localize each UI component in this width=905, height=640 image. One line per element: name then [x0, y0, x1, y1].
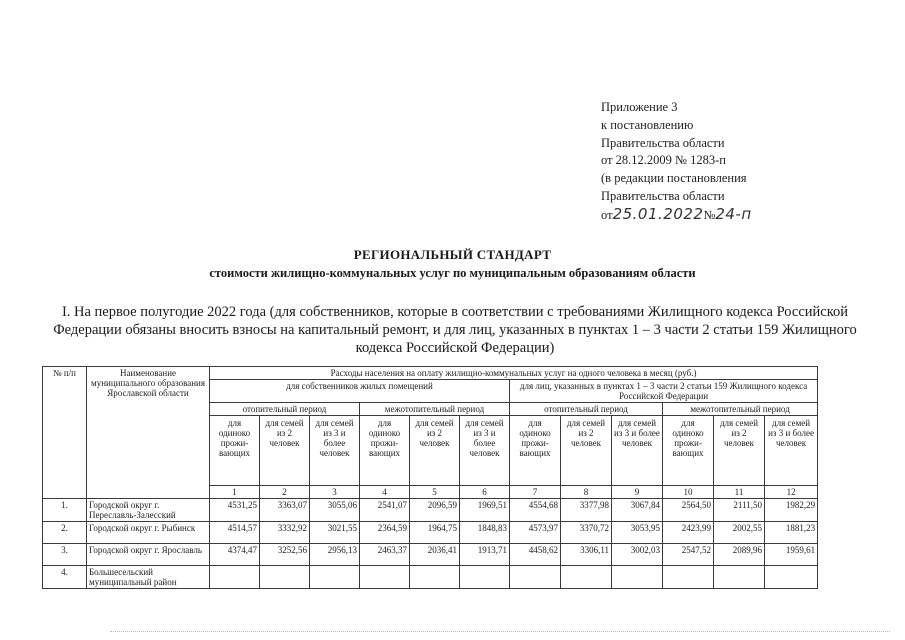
row-no: 4.: [43, 566, 87, 589]
appendix-block: [601, 99, 752, 225]
cell-value: [612, 566, 663, 589]
cell-value: 1913,71: [460, 544, 510, 566]
cell-value: 3306,11: [561, 544, 612, 566]
cell-value: [714, 566, 765, 589]
cell-value: 3021,55: [310, 522, 360, 544]
cell-value: [510, 566, 561, 589]
cell-value: 2423,99: [663, 522, 714, 544]
from-prefix: от: [601, 207, 613, 222]
header-sub-two: для семей из 2 человек: [260, 416, 310, 486]
header-sub-single: для одиноко прожи-вающих: [663, 416, 714, 486]
header-sub-three: для семей из 3 и более человек: [765, 416, 818, 486]
header-group-owners: для собственников жилых помещений: [210, 380, 510, 403]
header-no: № п/п: [43, 367, 87, 499]
cell-value: 3252,56: [260, 544, 310, 566]
cell-value: 1982,29: [765, 499, 818, 522]
row-name: Большесельский муниципальный район: [87, 566, 210, 589]
column-number: 12: [765, 486, 818, 499]
row-name: Городской округ г. Рыбинск: [87, 522, 210, 544]
cell-value: 2002,55: [714, 522, 765, 544]
column-number: 11: [714, 486, 765, 499]
row-name: Городской округ г. Ярославль: [87, 544, 210, 566]
cell-value: 3053,95: [612, 522, 663, 544]
cell-value: 2089,96: [714, 544, 765, 566]
cell-value: [260, 566, 310, 589]
cell-value: 2547,52: [663, 544, 714, 566]
column-number: 6: [460, 486, 510, 499]
column-number: 5: [410, 486, 460, 499]
cell-value: 1959,61: [765, 544, 818, 566]
row-name: Городской округ г. Переславль-Залесский: [87, 499, 210, 522]
row-no: 3.: [43, 544, 87, 566]
column-number: 10: [663, 486, 714, 499]
cell-value: 3377,98: [561, 499, 612, 522]
header-sub-three: для семей из 3 и более человек: [612, 416, 663, 486]
scan-edge-line: [110, 631, 890, 632]
appendix-line: Правительства области: [601, 188, 725, 203]
document-title: РЕГИОНАЛЬНЫЙ СТАНДАРТ: [353, 247, 552, 262]
number-sign: №: [703, 207, 716, 222]
appendix-line: к постановлению: [601, 117, 694, 132]
appendix-line: Правительства области: [601, 135, 725, 150]
header-group-persons: для лиц, указанных в пунктах 1 – 3 части 2 статьи 159 Жилищного кодекса Российской Федерации: [510, 380, 818, 403]
cell-value: [561, 566, 612, 589]
handwritten-date: 25.01.2022: [612, 204, 704, 223]
column-number: 1: [210, 486, 260, 499]
cell-value: [410, 566, 460, 589]
header-sub-two: для семей из 2 человек: [410, 416, 460, 486]
column-number: 2: [260, 486, 310, 499]
cell-value: [460, 566, 510, 589]
appendix-date-line: [601, 206, 752, 225]
cell-value: 1881,23: [765, 522, 818, 544]
column-number: 7: [510, 486, 561, 499]
cell-value: 4374,47: [210, 544, 260, 566]
cell-value: 1848,83: [460, 522, 510, 544]
header-sub-single: для одиноко прожи-вающих: [210, 416, 260, 486]
header-period-heating: отопительный период: [210, 403, 360, 416]
cell-value: [360, 566, 410, 589]
header-sub-single: для одиноко прожи-вающих: [360, 416, 410, 486]
cell-value: 3055,06: [310, 499, 360, 522]
header-sub-three: для семей из 3 и более человек: [310, 416, 360, 486]
cell-value: 1964,75: [410, 522, 460, 544]
handwritten-number: 24-п: [715, 204, 752, 223]
cell-value: 2564,50: [663, 499, 714, 522]
header-sub-single: для одиноко прожи-вающих: [510, 416, 561, 486]
cell-value: 3363,07: [260, 499, 310, 522]
header-period-nonheating: межотопительный период: [360, 403, 510, 416]
cell-value: 2364,59: [360, 522, 410, 544]
column-number: 9: [612, 486, 663, 499]
cell-value: [663, 566, 714, 589]
cell-value: 2541,07: [360, 499, 410, 522]
table-row: [43, 566, 818, 589]
column-number: 8: [561, 486, 612, 499]
table-row: [43, 544, 818, 566]
cell-value: 4573,97: [510, 522, 561, 544]
header-name: Наименование муниципального образования Ярославской области: [87, 367, 210, 499]
column-number: 3: [310, 486, 360, 499]
cell-value: [765, 566, 818, 589]
cell-value: 3067,84: [612, 499, 663, 522]
cell-value: 4554,68: [510, 499, 561, 522]
cell-value: [310, 566, 360, 589]
cell-value: 1969,51: [460, 499, 510, 522]
cell-value: 4458,62: [510, 544, 561, 566]
header-row: [43, 367, 818, 380]
header-sub-three: для семей из 3 и более человек: [460, 416, 510, 486]
cell-value: 2111,50: [714, 499, 765, 522]
cell-value: 4514,57: [210, 522, 260, 544]
cell-value: 2096,59: [410, 499, 460, 522]
cell-value: 2956,13: [310, 544, 360, 566]
appendix-line: (в редакции постановления: [601, 171, 747, 186]
header-group-main: Расходы населения на оплату жилищно-коммунальных услуг на одного человека в месяц (руб.): [210, 367, 818, 380]
cell-value: 4531,25: [210, 499, 260, 522]
appendix-line: Приложение 3: [601, 100, 678, 114]
table-row: [43, 499, 818, 522]
standard-table: [42, 366, 818, 589]
document-subtitle: стоимости жилищно-коммунальных услуг по муниципальным образованиям области: [209, 266, 696, 280]
cell-value: [210, 566, 260, 589]
header-period-heating: отопительный период: [510, 403, 663, 416]
column-number: 4: [360, 486, 410, 499]
row-no: 2.: [43, 522, 87, 544]
section-heading: I. На первое полугодие 2022 года (для собственников, которые в соответствии с требованиями Жилищного кодекса Российской Федерации обязаны вносить взносы на капитальный ремонт, и для лиц, указанных в пунктах 1 – 3 части 2 статьи 159 Жилищного кодекса Российской Федерации): [53, 304, 857, 356]
table-row: [43, 522, 818, 544]
header-period-nonheating: межотопительный период: [663, 403, 818, 416]
header-sub-two: для семей из 2 человек: [561, 416, 612, 486]
cell-value: 3002,03: [612, 544, 663, 566]
cell-value: 2463,37: [360, 544, 410, 566]
cell-value: 3370,72: [561, 522, 612, 544]
cell-value: 3332,92: [260, 522, 310, 544]
appendix-line: от 28.12.2009 № 1283-п: [601, 153, 726, 168]
cell-value: 2036,41: [410, 544, 460, 566]
row-no: 1.: [43, 499, 87, 522]
header-sub-two: для семей из 2 человек: [714, 416, 765, 486]
